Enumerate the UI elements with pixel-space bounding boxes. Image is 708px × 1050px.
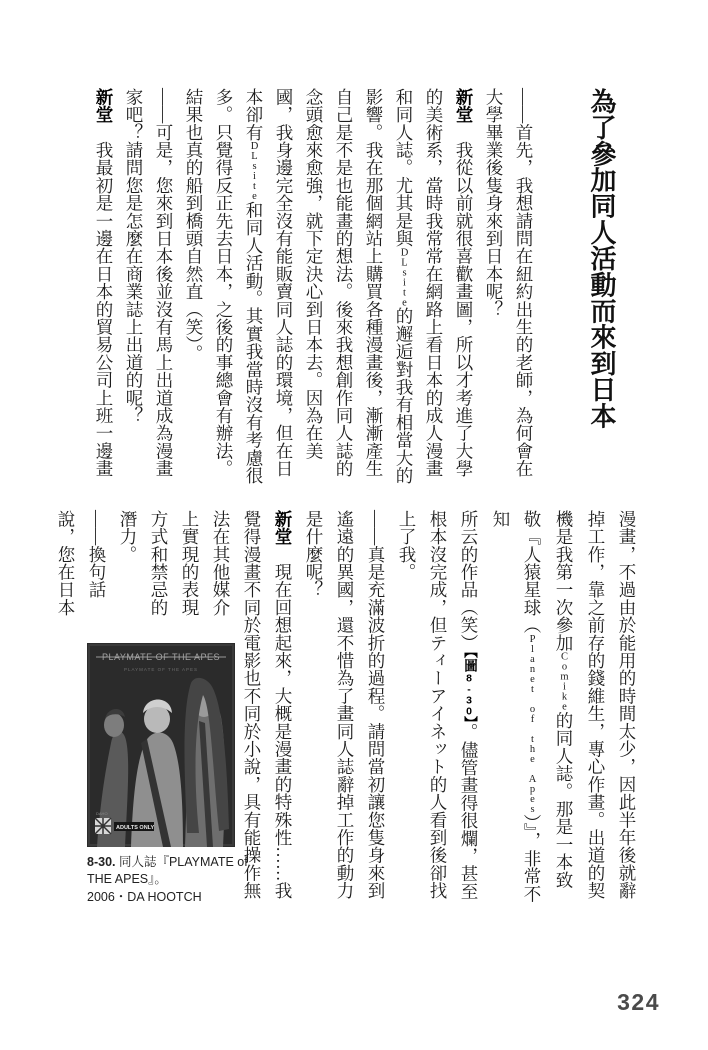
text-segment: 念頭愈來愈強，就下定決心到日本去。因為在美 xyxy=(304,88,324,460)
adults-only-text: ADULTS ONLY xyxy=(116,825,155,831)
text-column xyxy=(267,510,298,914)
cover-title-text: PLAYMATE OF THE APES xyxy=(101,652,221,662)
text-segment: 本卻有 xyxy=(244,88,264,142)
text-segment: DLsite xyxy=(399,247,410,308)
text-column xyxy=(269,88,299,488)
text-column xyxy=(179,88,209,488)
text-segment: ）』，非常不知 xyxy=(491,510,542,903)
text-column xyxy=(485,510,548,914)
text-segment: 。儘管畫得很爛，甚至 xyxy=(459,723,479,901)
text-column xyxy=(509,88,539,488)
text-segment: 上實現的表現 xyxy=(180,510,200,617)
text-segment: 掉工作，靠之前存的錢維生，專心作畫。出道的契 xyxy=(586,510,606,900)
text-segment: 和同人誌。尤其是與 xyxy=(394,88,414,248)
text-segment: 現在回想起來，大概是漫畫的特殊性……我 xyxy=(273,545,293,900)
text-segment: 所云的作品（笑） xyxy=(459,510,479,652)
text-column xyxy=(298,510,329,914)
figure-caption-title: 同人誌『PLAYMATE of THE APES』。 xyxy=(87,855,248,886)
text-segment: 法在其他媒介 xyxy=(211,510,231,617)
doujinshi-cover-image xyxy=(87,643,235,847)
text-segment: 方式和禁忌的 xyxy=(149,510,169,617)
text-segment: 潛力。 xyxy=(118,510,138,564)
text-column xyxy=(50,510,81,914)
text-segment: 根本沒完成，但ティーアイネット的人看到後卻找 xyxy=(428,510,448,900)
text-segment: ——真是充滿波折的過程。請問當初讓您隻身來到 xyxy=(366,510,386,900)
text-segment: ——可是，您來到日本後並沒有馬上出道成為漫畫 xyxy=(154,88,174,478)
text-segment: Comike xyxy=(559,651,570,712)
cover-subtitle-text: PLAYMATE OF THE APES xyxy=(123,667,199,672)
bold-text-segment: 新堂 xyxy=(454,88,474,124)
cover-credit-small-text: DAHO xyxy=(96,811,108,816)
figure-8-30 xyxy=(87,643,257,906)
figure-caption xyxy=(87,854,255,906)
text-segment: 是什麼呢？ xyxy=(304,510,324,599)
text-column xyxy=(149,88,179,488)
text-column xyxy=(611,510,642,914)
text-column xyxy=(389,88,419,488)
figure-caption-credit: 2006・DA HOOTCH xyxy=(87,890,202,904)
text-column xyxy=(419,88,449,488)
section-title: 為了參加同人活動而來到日本 xyxy=(587,88,617,429)
text-segment: 覺得漫畫不同於電影也不同於小說，具有能操作無 xyxy=(242,510,262,900)
text-segment: ——換句話 xyxy=(87,510,107,599)
text-segment: 說，您在日本 xyxy=(56,510,76,617)
text-segment: 自己是不是也能畫的想法。後來我想創作同人誌的 xyxy=(334,88,354,478)
interview-section-top xyxy=(89,88,617,488)
text-column xyxy=(479,88,509,488)
text-segment: 國，我身邊完全沒有能販賣同人誌的環境，但在日 xyxy=(274,88,294,478)
text-segment: 我從以前就很喜歡畫圖，所以才考進了大學 xyxy=(454,123,474,478)
text-segment: 上了我。 xyxy=(397,510,417,581)
text-column xyxy=(548,510,580,914)
text-column xyxy=(580,510,611,914)
page-number: 324 xyxy=(617,989,660,1015)
text-segment: 多。只覺得反正先去日本，之後的事總會有辦法。 xyxy=(214,88,234,478)
band1-columns xyxy=(89,88,539,488)
text-segment: 和同人活動。其實我當時沒有考慮很 xyxy=(244,201,264,485)
text-segment: Planet of the Apes xyxy=(527,633,538,814)
text-segment: DLsite xyxy=(249,141,260,202)
text-segment: 的同人誌。那是一本致 xyxy=(554,711,574,889)
text-segment: 大學畢業後隻身來到日本呢？ xyxy=(484,88,504,319)
text-segment: ——首先，我想請問在紐約出生的老師，為何會在 xyxy=(514,88,534,478)
text-segment: 家吧？請問您是怎麼在商業誌上出道的呢？ xyxy=(124,88,144,425)
bold-text-segment: 】 xyxy=(462,716,477,724)
text-column xyxy=(209,88,239,488)
logo-crosshatch-icon xyxy=(95,818,111,834)
text-column xyxy=(119,88,149,488)
text-column xyxy=(89,88,119,488)
text-column xyxy=(239,88,269,488)
text-segment: 我最初是一邊在日本的貿易公司上班一邊畫 xyxy=(94,123,114,478)
text-column xyxy=(422,510,453,914)
text-segment: 影響。我在那個網站上購買各種漫畫後，漸漸產生 xyxy=(364,88,384,478)
text-column xyxy=(359,88,389,488)
bold-text-segment: 8-30 xyxy=(463,672,475,717)
text-column xyxy=(329,88,359,488)
text-segment: 的邂逅對我有相當大的 xyxy=(394,307,414,485)
bold-text-segment: 新堂 xyxy=(273,510,293,546)
text-column xyxy=(299,88,329,488)
text-column xyxy=(329,510,360,914)
text-segment: 機是我第一次參加 xyxy=(554,510,574,652)
text-column xyxy=(453,510,485,914)
text-column xyxy=(391,510,422,914)
text-segment: 結果也真的船到橋頭自然直（笑）。 xyxy=(184,88,204,363)
figure-caption-label: 8-30. xyxy=(87,855,116,869)
text-segment: 漫畫，不過由於能用的時間太少，因此半年後就辭 xyxy=(617,510,637,900)
text-segment: 敬『人猿星球（ xyxy=(522,510,542,634)
text-segment: 的美術系，當時我常常在網路上看日本的成人漫畫 xyxy=(424,88,444,478)
bold-text-segment: 【圖 xyxy=(462,651,477,673)
bold-text-segment: 新堂 xyxy=(94,88,114,124)
text-column xyxy=(449,88,479,488)
text-segment: 遙遠的異國，還不惜為了畫同人誌辭掉工作的動力 xyxy=(335,510,355,900)
text-column xyxy=(360,510,391,914)
